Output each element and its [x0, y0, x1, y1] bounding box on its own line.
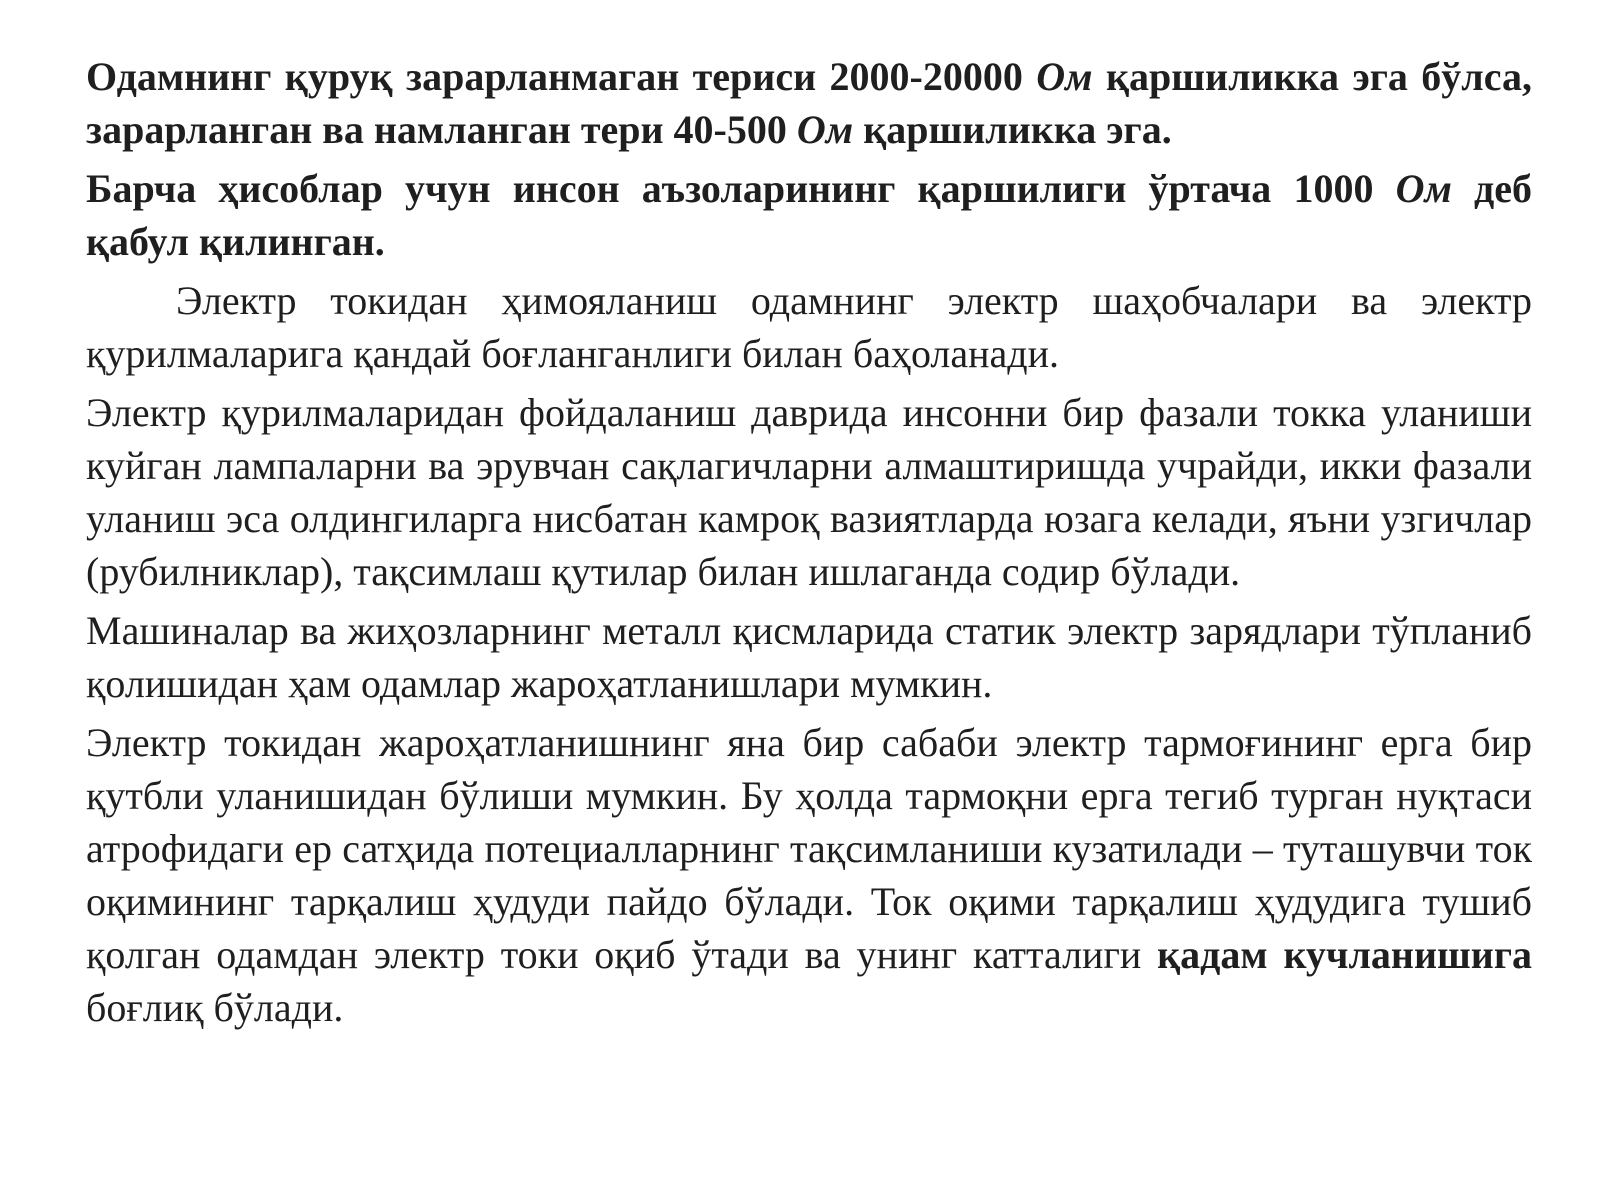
- paragraph-static-charge: Машиналар ва жиҳозларнинг металл қисмларида статик электр зарядлари тўпланиб қолишидан ҳам одамлар жароҳатланишлари мумкин.: [86, 608, 1532, 706]
- text-run: Одамнинг қуруқ зарарланмаган териси 2000-20000: [86, 54, 1037, 99]
- text-run: қаршиликка эга.: [853, 107, 1172, 152]
- paragraph-skin-resistance: [86, 50, 1532, 156]
- paragraph-step-voltage: [86, 716, 1532, 1034]
- unit-ohm: Ом: [1395, 166, 1452, 211]
- paragraph-single-phase: Электр қурилмаларидан фойдаланиш даврида инсонни бир фазали токка уланиши куйган лампаларни ва эрувчан сақлагичларни алмаштиришда учрайди, икки фазали уланиш эса олдингиларга нисбатан камроқ вазиятларда юзага келади, яъни узгичлар (рубилниклар), тақсимлаш қутилар билан ишлаганда содир бўлади.: [86, 390, 1532, 594]
- paragraph-average-resistance: [86, 162, 1532, 268]
- unit-ohm: Ом: [796, 107, 854, 152]
- text-run: Барча ҳисоблар учун инсон аъзоларининг қаршилиги ўртача 1000: [86, 166, 1396, 211]
- text-run: Электр токидан жароҳатланишнинг яна бир сабаби электр тармоғининг ерга бир қутбли уланишидан бўлиши мумкин. Бу ҳолда тармоқни ерга тегиб турган нуқтаси атрофидаги ер сатҳида потециалларнинг тақсимланиши кузатилади – туташувчи ток оқимининг тарқалиш ҳудуди пайдо бўлади. Ток оқими тарқалиш ҳудудига тушиб қолган одамдан электр токи оқиб ўтади ва унинг катталиги: [86, 720, 1532, 977]
- document-body: [86, 50, 1532, 1040]
- bold-term: қадам кучланишига: [1157, 932, 1532, 977]
- unit-ohm: Ом: [1036, 54, 1093, 99]
- paragraph-protection: Электр токидан ҳимояланиш одамнинг электр шаҳобчалари ва электр қурилмаларига қандай боғланганлиги билан баҳоланади.: [86, 278, 1532, 376]
- text-run: боғлиқ бўлади.: [86, 985, 344, 1030]
- text-run: қаршиликка эга бўлса, зарарланган ва намланган тери 40-500: [86, 54, 1532, 152]
- text-run: деб қабул қилинган.: [86, 166, 1532, 264]
